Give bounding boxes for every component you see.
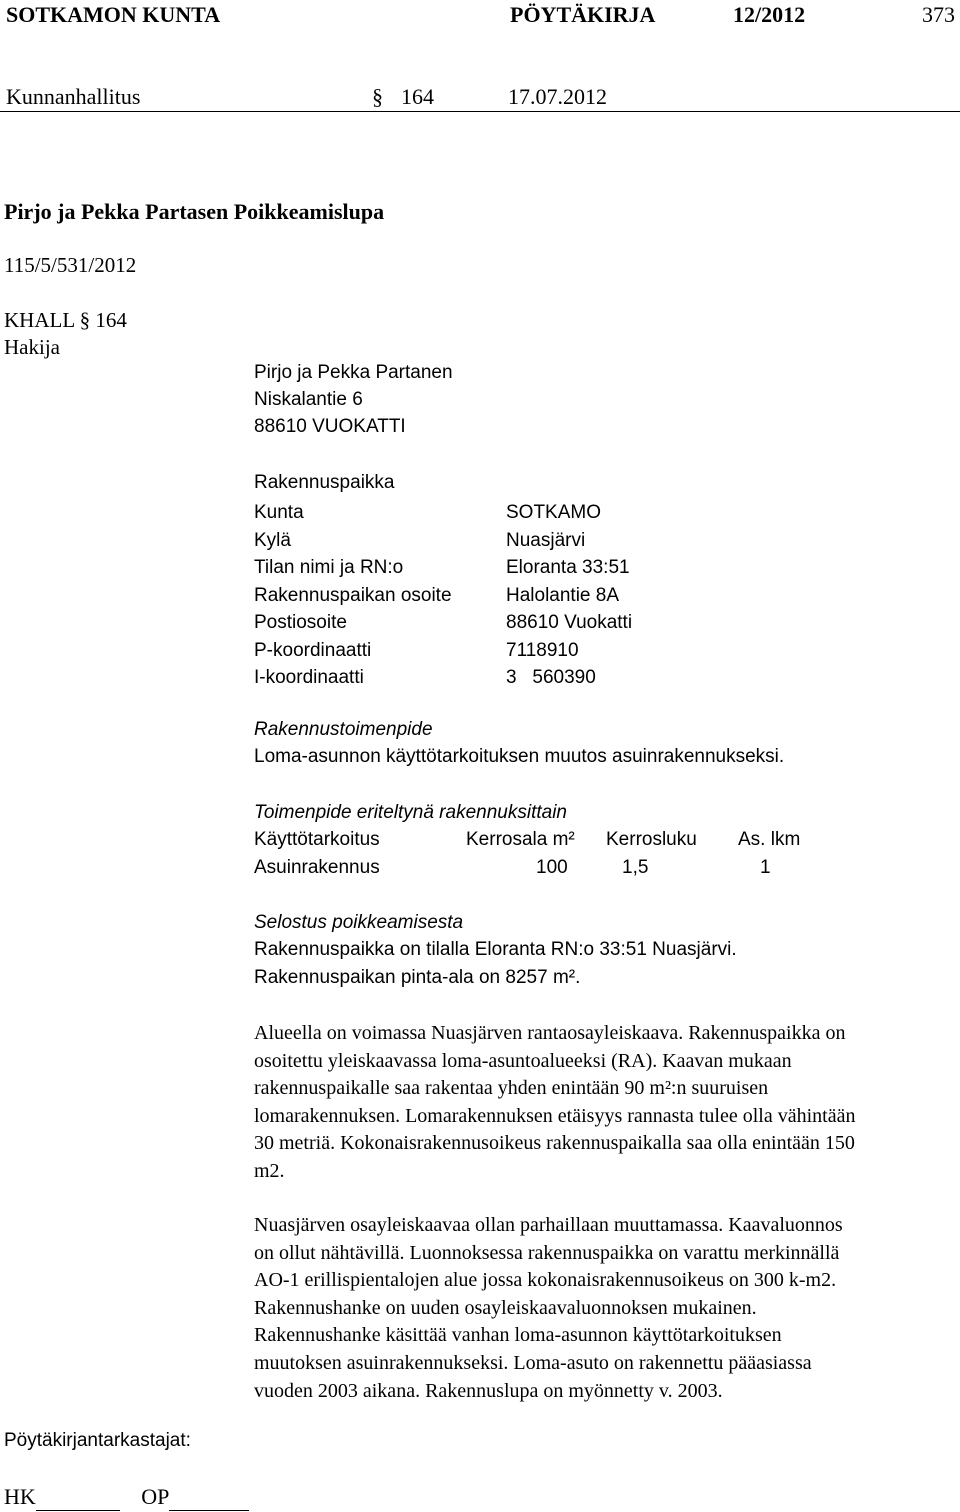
description-line: Rakennuspaikka on tilalla Eloranta RN:o 33:51 Nuasjärvi. — [254, 939, 737, 960]
site-row-value: 7118910 — [506, 639, 579, 661]
signature-line — [36, 1484, 120, 1511]
site-row — [254, 582, 632, 610]
measure-text: Loma-asunnon käyttötarkoituksen muutos asuinrakennukseksi. — [254, 746, 785, 767]
applicant-label: Hakija — [4, 335, 60, 359]
page-number: 373 — [922, 2, 955, 27]
site-row — [254, 527, 632, 555]
applicant-postal: 88610 VUOKATTI — [254, 416, 406, 437]
issue-number: 12/2012 — [733, 2, 806, 27]
paragraph-line: 30 metriä. Kokonaisrakennusoikeus rakennuspaikalla saa olla enintään 150 — [254, 1132, 855, 1155]
site-row-value: Nuasjärvi — [506, 529, 586, 551]
site-row — [254, 664, 632, 692]
site-table — [254, 499, 632, 692]
breakdown-heading: Toimenpide eriteltynä rakennuksittain — [254, 802, 567, 823]
breakdown-col-floors: Kerrosluku — [606, 829, 697, 850]
breakdown-cell-usage: Asuinrakennus — [254, 857, 380, 878]
breakdown-cell-dwellings: 1 — [760, 857, 771, 878]
measure-heading: Rakennustoimenpide — [254, 719, 433, 740]
paragraph-plan-change — [254, 1212, 954, 1405]
meeting-body: Kunnanhallitus — [6, 84, 141, 109]
khall-number: 164 — [95, 308, 127, 332]
reviewer-initials-2: OP — [141, 1484, 170, 1509]
paragraph-line: lomarakennuksen. Lomarakennuksen etäisyys rannasta tulee olla vähintään — [254, 1104, 856, 1127]
khall-section-sign: § — [79, 308, 91, 332]
case-reference: 115/5/531/2012 — [4, 253, 137, 277]
site-row — [254, 554, 632, 582]
org-name: SOTKAMON KUNTA — [6, 2, 221, 27]
paragraph-line: muutoksen asuinrakennukseksi. Loma-asuto on rakennettu pääasiassa — [254, 1351, 812, 1374]
paragraph-line: vuoden 2003 aikana. Rakennuslupa on myönnetty v. 2003. — [254, 1379, 723, 1402]
description-line: Rakennuspaikan pinta-ala on 8257 m². — [254, 967, 581, 988]
site-row-value: SOTKAMO — [506, 502, 602, 523]
site-heading: Rakennuspaikka — [254, 472, 395, 493]
site-row-label: Kylä — [254, 529, 291, 551]
site-row-value: Halolantie 8A — [506, 584, 620, 606]
breakdown-cell-floors: 1,5 — [622, 857, 649, 878]
paragraph-line: AO-1 erillispientalojen alue jossa kokonaisrakennusoikeus on 300 k-m2. — [254, 1269, 837, 1292]
reviewer-initials-1: HK — [4, 1484, 36, 1509]
site-row-value: 3 560390 — [506, 667, 596, 688]
paragraph-line: Nuasjärven osayleiskaavaa ollan parhaillaan muuttamassa. Kaavaluonnos — [254, 1214, 843, 1236]
section-sign: § — [372, 84, 383, 109]
paragraph-line: rakennuspaikalle saa rakentaa yhden enintään 90 m²:n suuruisen — [254, 1077, 769, 1100]
page-title: Pirjo ja Pekka Partasen Poikkeamislupa — [4, 199, 385, 224]
paragraph-line: Alueella on voimassa Nuasjärven rantaosayleiskaava. Rakennuspaikka on — [254, 1022, 846, 1044]
signature-line — [169, 1484, 249, 1511]
site-row-label: Rakennuspaikan osoite — [254, 584, 452, 606]
site-row-label: Tilan nimi ja RN:o — [254, 557, 404, 578]
reviewer-initials — [4, 1484, 249, 1511]
section-number: 164 — [401, 84, 434, 109]
paragraph-zoning — [254, 1020, 954, 1186]
reviewers-label: Pöytäkirjantarkastajat: — [4, 1430, 191, 1451]
site-row — [254, 637, 632, 665]
site-row-value: Eloranta 33:51 — [506, 557, 630, 578]
site-row-label: Kunta — [254, 502, 304, 523]
site-row-label: P-koordinaatti — [254, 639, 372, 661]
breakdown-col-usage: Käyttötarkoitus — [254, 829, 380, 850]
paragraph-line: on ollut nähtävillä. Luonnoksessa rakennuspaikka on varattu merkinnällä — [254, 1241, 840, 1264]
site-row — [254, 609, 632, 637]
breakdown-cell-floor-area: 100 — [536, 857, 568, 878]
site-row-value: 88610 Vuokatti — [506, 612, 633, 633]
header-rule — [0, 111, 960, 112]
site-row-label: Postiosoite — [254, 612, 347, 633]
site-row-label: I-koordinaatti — [254, 667, 364, 688]
applicant-name: Pirjo ja Pekka Partanen — [254, 362, 453, 383]
paragraph-line: Rakennushanke käsittää vanhan loma-asunnon käyttötarkoituksen — [254, 1324, 782, 1347]
meeting-date: 17.07.2012 — [508, 84, 607, 109]
paragraph-line: m2. — [254, 1159, 285, 1182]
khall-label: KHALL — [4, 308, 75, 332]
doc-type: PÖYTÄKIRJA — [510, 2, 656, 27]
breakdown-col-dwellings: As. lkm — [738, 829, 801, 850]
description-heading: Selostus poikkeamisesta — [254, 912, 464, 933]
paragraph-line: osoitettu yleiskaavassa loma-asuntoalueeksi (RA). Kaavan mukaan — [254, 1049, 792, 1072]
breakdown-col-floor-area: Kerrosala m² — [466, 829, 575, 850]
applicant-street: Niskalantie 6 — [254, 389, 363, 410]
khall-reference — [4, 308, 127, 333]
paragraph-line: Rakennushanke on uuden osayleiskaavaluonnoksen mukainen. — [254, 1296, 757, 1319]
site-row — [254, 499, 632, 527]
